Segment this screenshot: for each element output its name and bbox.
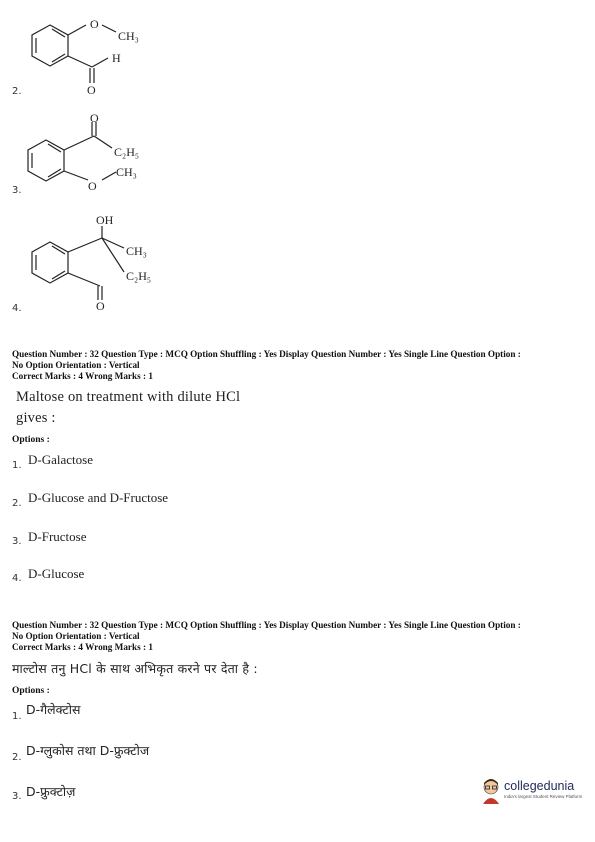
option-number: 3. xyxy=(12,791,22,802)
question-meta xyxy=(12,349,521,382)
option-number: 1. xyxy=(12,711,22,722)
option-text: D-Galactose xyxy=(28,452,93,467)
structure-2-label: CH₃ xyxy=(118,29,139,43)
structure-2-label: H xyxy=(112,51,121,65)
question-meta-line: Question Number : 32 Question Type : MCQ Option Shuffling : Yes Display Question Number : Yes Single Line Question Option : xyxy=(12,620,521,630)
structure-4-label: O xyxy=(96,299,105,312)
structure-3-label: O xyxy=(88,179,97,193)
option-text: D-Glucose xyxy=(28,566,85,581)
structure-3-label: O xyxy=(90,112,99,125)
student-avatar-icon xyxy=(480,778,502,804)
question-marks: Correct Marks : 4 Wrong Marks : 1 xyxy=(12,642,153,652)
structure-3 xyxy=(20,112,180,197)
structure-2-label: O xyxy=(87,83,96,97)
options-label: Options : xyxy=(12,686,50,696)
question-text-continued: gives : xyxy=(16,410,56,426)
structure-2-number: 2. xyxy=(12,86,22,97)
option-text: D-ग्लुकोस तथा D-फ्रुक्टोज xyxy=(26,743,150,758)
structure-4-label: CH₃ xyxy=(126,244,147,258)
logo-tagline: India's largest Student Review Platform xyxy=(504,794,583,799)
question-meta-line: Question Number : 32 Question Type : MCQ Option Shuffling : Yes Display Question Number : Yes Single Line Question Option : xyxy=(12,349,521,359)
question-text: Maltose on treatment with dilute HCl xyxy=(16,389,241,405)
option-number: 2. xyxy=(12,752,22,763)
collegedunia-logo xyxy=(480,778,588,804)
question-text: माल्टोस तनु HCl के साथ अभिकृत करने पर देता है : xyxy=(12,661,258,676)
question-meta xyxy=(12,620,521,653)
structure-4-label: C₂H₅ xyxy=(126,269,152,283)
question-marks: Correct Marks : 4 Wrong Marks : 1 xyxy=(12,371,153,381)
option-text: D-Glucose and D-Fructose xyxy=(28,490,169,505)
option-text: D-Fructose xyxy=(28,529,87,544)
structure-2 xyxy=(20,10,170,100)
structure-3-label: C₂H₅ xyxy=(114,145,140,159)
option-number: 3. xyxy=(12,536,22,547)
option-number: 4. xyxy=(12,573,22,584)
structure-2-label: O xyxy=(90,17,99,31)
logo-wordmark: collegedunia xyxy=(504,779,575,793)
option-number: 2. xyxy=(12,498,22,509)
structure-3-label: CH₃ xyxy=(116,165,137,179)
options-label: Options : xyxy=(12,435,50,445)
option-number: 1. xyxy=(12,460,22,471)
structure-3-number: 3. xyxy=(12,185,22,196)
structure-4 xyxy=(20,212,180,312)
option-text: D-गैलेक्टोस xyxy=(26,702,81,717)
question-meta-line: No Option Orientation : Vertical xyxy=(12,630,140,641)
question-meta-line: No Option Orientation : Vertical xyxy=(12,359,140,370)
option-text: D-फ्रुक्टोज़ xyxy=(26,784,76,799)
structure-4-label: OH xyxy=(96,213,114,227)
structure-4-number: 4. xyxy=(12,303,22,314)
